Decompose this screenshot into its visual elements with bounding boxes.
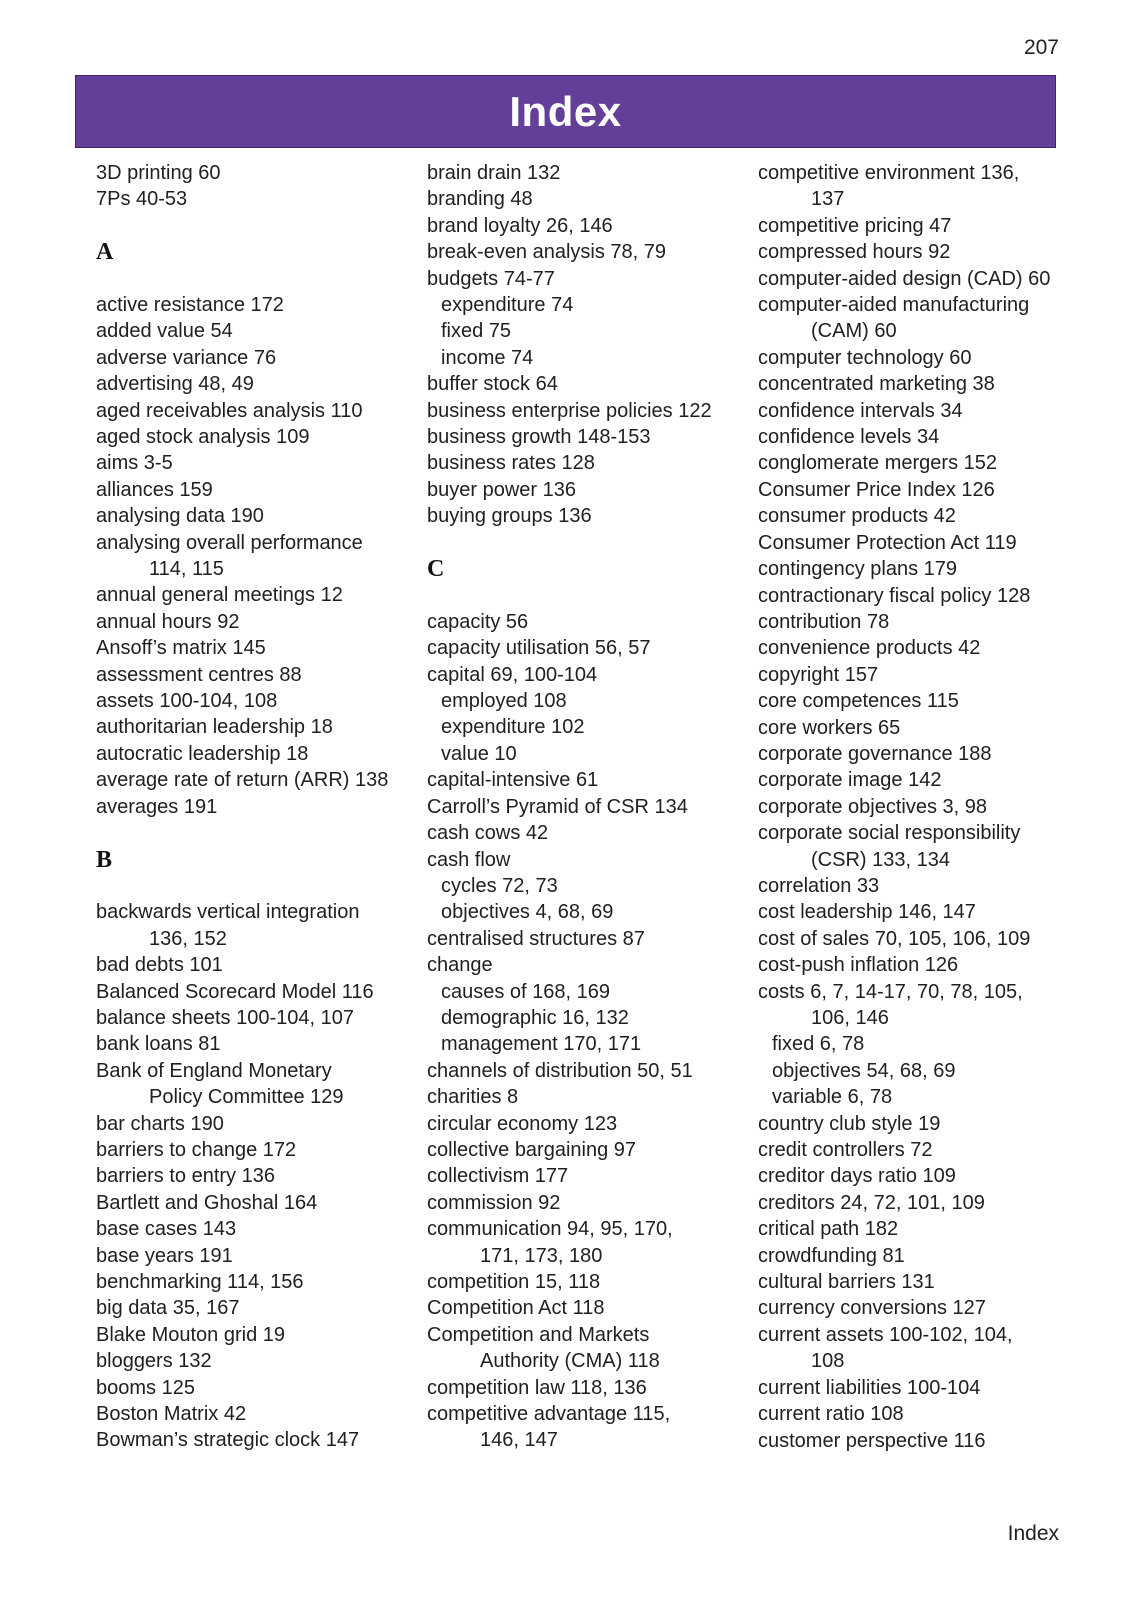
index-subentry: variable 6, 78 xyxy=(772,1086,893,1109)
index-entry-continuation: Authority (CMA) 118 xyxy=(480,1350,660,1373)
page-number: 207 xyxy=(1023,36,1059,59)
index-subentry: income 74 xyxy=(441,346,534,369)
index-entry: buyer power 136 xyxy=(427,478,576,501)
index-entry: aged stock analysis 109 xyxy=(96,426,310,449)
index-entry: confidence intervals 34 xyxy=(758,399,963,422)
index-entry: Balanced Scorecard Model 116 xyxy=(96,980,374,1003)
index-entry: averages 191 xyxy=(96,795,218,818)
index-entry: cost-push inflation 126 xyxy=(758,954,959,977)
index-entry: corporate social responsibility xyxy=(758,822,1021,845)
section-letter-heading: A xyxy=(96,239,114,266)
index-entry: business enterprise policies 122 xyxy=(427,399,712,422)
index-entry: contractionary fiscal policy 128 xyxy=(758,584,1031,607)
index-entry-continuation: (CAM) 60 xyxy=(811,320,897,343)
index-entry: analysing overall performance xyxy=(96,531,363,554)
index-entry-continuation: 136, 152 xyxy=(149,927,227,950)
index-entry: bloggers 132 xyxy=(96,1350,212,1373)
footer-section-label: Index xyxy=(1007,1522,1059,1545)
index-entry: consumer products 42 xyxy=(758,505,956,528)
index-entry: base years 191 xyxy=(96,1244,233,1267)
index-entry: creditor days ratio 109 xyxy=(758,1165,956,1188)
index-entry-continuation: 171, 173, 180 xyxy=(480,1244,603,1267)
index-entry: creditors 24, 72, 101, 109 xyxy=(758,1191,985,1214)
index-entry: base cases 143 xyxy=(96,1218,237,1241)
index-entry: corporate objectives 3, 98 xyxy=(758,795,988,818)
index-entry: concentrated marketing 38 xyxy=(758,373,995,396)
section-spacer xyxy=(96,873,416,899)
index-entry: centralised structures 87 xyxy=(427,927,645,950)
index-entry: capital-intensive 61 xyxy=(427,769,599,792)
index-column-3 xyxy=(758,160,1078,1454)
index-entry-continuation: 137 xyxy=(811,188,845,211)
index-entry: conglomerate mergers 152 xyxy=(758,452,998,475)
index-subentry: objectives 4, 68, 69 xyxy=(441,901,614,924)
index-entry: core competences 115 xyxy=(758,690,959,713)
index-entry: current ratio 108 xyxy=(758,1403,904,1426)
page-title: Index xyxy=(509,87,622,135)
index-entry: critical path 182 xyxy=(758,1218,899,1241)
index-entry: buffer stock 64 xyxy=(427,373,558,396)
index-entry: communication 94, 95, 170, xyxy=(427,1218,673,1241)
section-letter-heading: B xyxy=(96,846,113,873)
index-entry: competitive environment 136, xyxy=(758,162,1020,184)
index-subentry: cycles 72, 73 xyxy=(441,874,558,897)
index-entry: competition law 118, 136 xyxy=(427,1376,647,1399)
index-banner xyxy=(75,75,1056,148)
index-subentry: causes of 168, 169 xyxy=(441,980,611,1003)
index-entry: barriers to entry 136 xyxy=(96,1165,275,1188)
index-columns xyxy=(0,160,1131,1490)
index-entry: computer-aided design (CAD) 60 xyxy=(758,267,1051,290)
index-entry-continuation: 114, 115 xyxy=(149,558,224,581)
index-entry: added value 54 xyxy=(96,320,233,343)
index-entry: bar charts 190 xyxy=(96,1112,224,1135)
index-subentry: demographic 16, 132 xyxy=(441,1006,629,1029)
index-entry: cultural barriers 131 xyxy=(758,1271,935,1294)
index-entry: core workers 65 xyxy=(758,716,901,739)
section-spacer xyxy=(427,582,747,608)
index-entry: Blake Mouton grid 19 xyxy=(96,1323,286,1346)
index-entry: buying groups 136 xyxy=(427,505,592,528)
index-subentry: management 170, 171 xyxy=(441,1033,642,1056)
index-entry: annual hours 92 xyxy=(96,610,240,633)
index-entry-continuation: 106, 146 xyxy=(811,1007,889,1029)
index-entry: benchmarking 114, 156 xyxy=(96,1270,304,1293)
index-entry-continuation: 108 xyxy=(811,1350,845,1373)
index-entry: business rates 128 xyxy=(427,452,595,475)
index-entry: autocratic leadership 18 xyxy=(96,742,309,765)
index-entry: country club style 19 xyxy=(758,1112,941,1135)
index-entry-continuation: (CSR) 133, 134 xyxy=(811,848,950,871)
index-entry: corporate image 142 xyxy=(758,769,942,792)
index-entry: collectivism 177 xyxy=(427,1165,569,1188)
index-entry: break-even analysis 78, 79 xyxy=(427,241,667,264)
index-column-1 xyxy=(96,160,416,1454)
index-entry: bad debts 101 xyxy=(96,954,223,977)
index-entry: adverse variance 76 xyxy=(96,346,277,369)
section-spacer xyxy=(96,820,416,846)
index-entry: competition 15, 118 xyxy=(427,1271,601,1294)
index-entry: booms 125 xyxy=(96,1376,195,1399)
index-entry: change xyxy=(427,954,493,977)
index-entry: competitive advantage 115, xyxy=(427,1403,671,1426)
index-entry: barriers to change 172 xyxy=(96,1138,297,1161)
index-entry: commission 92 xyxy=(427,1191,561,1214)
index-entry: branding 48 xyxy=(427,188,533,211)
index-entry: authoritarian leadership 18 xyxy=(96,716,333,739)
index-entry: convenience products 42 xyxy=(758,637,981,660)
index-subentry: fixed 75 xyxy=(441,320,512,343)
index-entry: computer technology 60 xyxy=(758,346,972,369)
index-entry: Boston Matrix 42 xyxy=(96,1403,247,1425)
index-entry: brand loyalty 26, 146 xyxy=(427,214,613,237)
index-entry: Carroll’s Pyramid of CSR 134 xyxy=(427,795,688,818)
index-entry: 7Ps 40-53 xyxy=(96,188,188,211)
index-entry: Bank of England Monetary xyxy=(96,1059,332,1082)
index-entry: assessment centres 88 xyxy=(96,663,302,686)
index-column-2 xyxy=(427,160,747,1454)
index-entry: balance sheets 100-104, 107 xyxy=(96,1006,354,1029)
index-subentry: fixed 6, 78 xyxy=(772,1033,865,1056)
index-entry: contingency plans 179 xyxy=(758,558,958,581)
index-subentry: value 10 xyxy=(441,742,517,765)
index-entry: active resistance 172 xyxy=(96,293,284,316)
index-subentry: expenditure 102 xyxy=(441,716,585,739)
index-entry: current assets 100-102, 104, xyxy=(758,1323,1013,1346)
index-entry: charities 8 xyxy=(427,1086,519,1109)
index-entry: cash flow xyxy=(427,848,511,871)
index-entry: business growth 148-153 xyxy=(427,426,651,449)
index-entry: brain drain 132 xyxy=(427,162,561,184)
index-entry: capacity utilisation 56, 57 xyxy=(427,637,651,660)
index-entry: analysing data 190 xyxy=(96,505,264,528)
section-spacer xyxy=(96,213,416,239)
index-entry: Bartlett and Ghoshal 164 xyxy=(96,1191,318,1214)
index-entry: compressed hours 92 xyxy=(758,241,951,264)
index-entry: Bowman’s strategic clock 147 xyxy=(96,1429,360,1452)
index-entry: bank loans 81 xyxy=(96,1033,221,1056)
index-entry: budgets 74-77 xyxy=(427,267,555,290)
section-spacer xyxy=(427,530,747,556)
index-entry: cash cows 42 xyxy=(427,822,549,845)
index-entry: aims 3-5 xyxy=(96,452,173,475)
index-subentry: expenditure 74 xyxy=(441,294,574,317)
index-entry: collective bargaining 97 xyxy=(427,1138,637,1161)
index-entry: Consumer Price Index 126 xyxy=(758,478,995,501)
index-entry: Competition Act 118 xyxy=(427,1297,605,1320)
index-entry: big data 35, 167 xyxy=(96,1297,240,1320)
index-entry: confidence levels 34 xyxy=(758,426,940,449)
index-entry: channels of distribution 50, 51 xyxy=(427,1059,693,1082)
index-entry: customer perspective 116 xyxy=(758,1429,986,1452)
section-spacer xyxy=(96,266,416,292)
index-entry: Competition and Markets xyxy=(427,1323,650,1346)
index-entry: Ansoff’s matrix 145 xyxy=(96,637,266,660)
index-entry: cost of sales 70, 105, 106, 109 xyxy=(758,927,1031,950)
index-entry: copyright 157 xyxy=(758,663,879,686)
index-entry: currency conversions 127 xyxy=(758,1297,986,1320)
index-entry: competitive pricing 47 xyxy=(758,214,952,237)
index-subentry: employed 108 xyxy=(441,690,567,713)
index-entry: assets 100-104, 108 xyxy=(96,690,278,713)
index-entry: capacity 56 xyxy=(427,610,529,633)
index-entry: alliances 159 xyxy=(96,478,213,501)
index-entry: 3D printing 60 xyxy=(96,162,221,184)
index-entry: backwards vertical integration xyxy=(96,901,360,924)
index-entry: crowdfunding 81 xyxy=(758,1244,905,1267)
index-entry: costs 6, 7, 14-17, 70, 78, 105, xyxy=(758,980,1023,1003)
section-letter-heading: C xyxy=(427,556,445,583)
index-entry: computer-aided manufacturing xyxy=(758,294,1030,317)
index-entry: advertising 48, 49 xyxy=(96,373,254,396)
index-entry: corporate governance 188 xyxy=(758,742,992,765)
index-entry: correlation 33 xyxy=(758,874,880,897)
index-entry: current liabilities 100-104 xyxy=(758,1376,981,1399)
index-entry-continuation: 146, 147 xyxy=(480,1429,558,1452)
index-entry: capital 69, 100-104 xyxy=(427,663,598,686)
index-subentry: objectives 54, 68, 69 xyxy=(772,1059,956,1082)
index-entry: credit controllers 72 xyxy=(758,1139,933,1162)
index-entry: aged receivables analysis 110 xyxy=(96,399,363,422)
index-entry: contribution 78 xyxy=(758,610,890,633)
index-entry: average rate of return (ARR) 138 xyxy=(96,769,389,792)
index-entry-continuation: Policy Committee 129 xyxy=(149,1086,344,1109)
index-entry: annual general meetings 12 xyxy=(96,584,343,607)
index-entry: circular economy 123 xyxy=(427,1112,618,1135)
index-entry: cost leadership 146, 147 xyxy=(758,901,976,924)
index-entry: Consumer Protection Act 119 xyxy=(758,531,1017,554)
